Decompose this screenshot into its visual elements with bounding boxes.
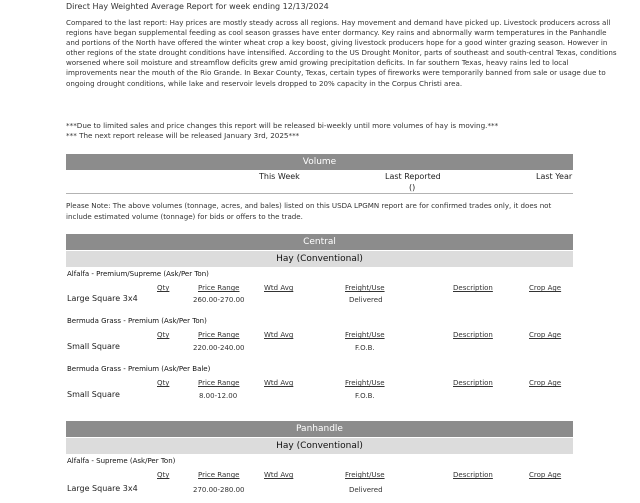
price-range-value: 8.00-12.00 bbox=[199, 392, 238, 400]
price-range-value: 270.00-280.00 bbox=[193, 486, 245, 494]
freight-value: Delivered bbox=[349, 296, 383, 304]
volume-header: Volume bbox=[66, 154, 573, 170]
col-description: Description bbox=[453, 331, 493, 339]
item-name: Large Square 3x4 bbox=[67, 294, 138, 303]
price-range-value: 260.00-270.00 bbox=[193, 296, 245, 304]
freight-value: Delivered bbox=[349, 486, 383, 494]
volume-col-last-year: Last Year bbox=[536, 172, 573, 181]
price-range-value: 220.00-240.00 bbox=[193, 344, 245, 352]
next-release-note: *** The next report release will be released January 3rd, 2025*** bbox=[66, 131, 300, 140]
col-qty: Qty bbox=[157, 379, 170, 387]
item-name: Small Square bbox=[67, 390, 120, 399]
col-crop-age: Crop Age bbox=[529, 284, 562, 292]
col-description: Description bbox=[453, 471, 493, 479]
release-note: ***Due to limited sales and price changes this report will be released bi-weekly until more volumes of hay is moving.*** bbox=[66, 121, 499, 130]
col-qty: Qty bbox=[157, 471, 170, 479]
col-crop-age: Crop Age bbox=[529, 331, 562, 339]
freight-value: F.O.B. bbox=[355, 344, 375, 352]
category-header-panhandle: Hay (Conventional) bbox=[66, 438, 573, 454]
col-wtd-avg: Wtd Avg bbox=[264, 379, 294, 387]
col-crop-age: Crop Age bbox=[529, 379, 562, 387]
volume-col-last-reported: Last Reported bbox=[385, 172, 441, 181]
col-freight-use: Freight/Use bbox=[345, 331, 385, 339]
col-price-range: Price Range bbox=[198, 284, 240, 292]
volume-col-this-week: This Week bbox=[259, 172, 300, 181]
col-qty: Qty bbox=[157, 284, 170, 292]
col-freight-use: Freight/Use bbox=[345, 379, 385, 387]
col-wtd-avg: Wtd Avg bbox=[264, 471, 294, 479]
region-header-central: Central bbox=[66, 234, 573, 250]
item-name: Large Square 3x4 bbox=[67, 484, 138, 493]
col-description: Description bbox=[453, 284, 493, 292]
item-name: Small Square bbox=[67, 342, 120, 351]
commodity-title: Alfalfa - Supreme (Ask/Per Ton) bbox=[67, 457, 176, 465]
col-wtd-avg: Wtd Avg bbox=[264, 284, 294, 292]
col-freight-use: Freight/Use bbox=[345, 284, 385, 292]
divider bbox=[66, 193, 573, 194]
market-summary: Compared to the last report: Hay prices are mostly steady across all regions. Hay movement and demand have picked up. Livestock producers across all regions have began supplemental feeding as cool season grasses have enter dormancy. Key rains and abnormally warm temperatures in the Panhandle and portions of the North have offered the winter wheat crop a key boost, giving livestock producers hope for a good winter grazing season. However in other regions of the state drought conditions have intensified. According to the US Drought Monitor, parts of southeast and south-central Texas, conditions worsened where soil moisture and streamflow deficits grew amid growing precipitation deficits. In far southern Texas, heavy rains led to local improvements near the mouth of the Rio Grande. In Bexar County, Texas, certain types of fireworks were temporarily banned from sale or usage due to ongoing drought conditions, while lake and reservoir levels dropped to 20% capacity in the Corpus Christi area. bbox=[66, 18, 617, 88]
col-freight-use: Freight/Use bbox=[345, 471, 385, 479]
col-price-range: Price Range bbox=[198, 331, 240, 339]
region-header-panhandle: Panhandle bbox=[66, 421, 573, 437]
freight-value: F.O.B. bbox=[355, 392, 375, 400]
col-wtd-avg: Wtd Avg bbox=[264, 331, 294, 339]
report-title: Direct Hay Weighted Average Report for week ending 12/13/2024 bbox=[66, 2, 329, 11]
col-price-range: Price Range bbox=[198, 379, 240, 387]
col-crop-age: Crop Age bbox=[529, 471, 562, 479]
col-description: Description bbox=[453, 379, 493, 387]
volume-note: Please Note: The above volumes (tonnage, acres, and bales) listed on this USDA LPGMN report are for confirmed trades only, it does not include estimated volume (tonnage) for bids or offers to the trade. bbox=[66, 201, 552, 221]
col-qty: Qty bbox=[157, 331, 170, 339]
commodity-title: Bermuda Grass - Premium (Ask/Per Ton) bbox=[67, 317, 207, 325]
commodity-title: Bermuda Grass - Premium (Ask/Per Bale) bbox=[67, 365, 211, 373]
category-header-central: Hay (Conventional) bbox=[66, 251, 573, 267]
col-price-range: Price Range bbox=[198, 471, 240, 479]
commodity-title: Alfalfa - Premium/Supreme (Ask/Per Ton) bbox=[67, 270, 209, 278]
volume-last-reported-value: () bbox=[409, 183, 416, 192]
